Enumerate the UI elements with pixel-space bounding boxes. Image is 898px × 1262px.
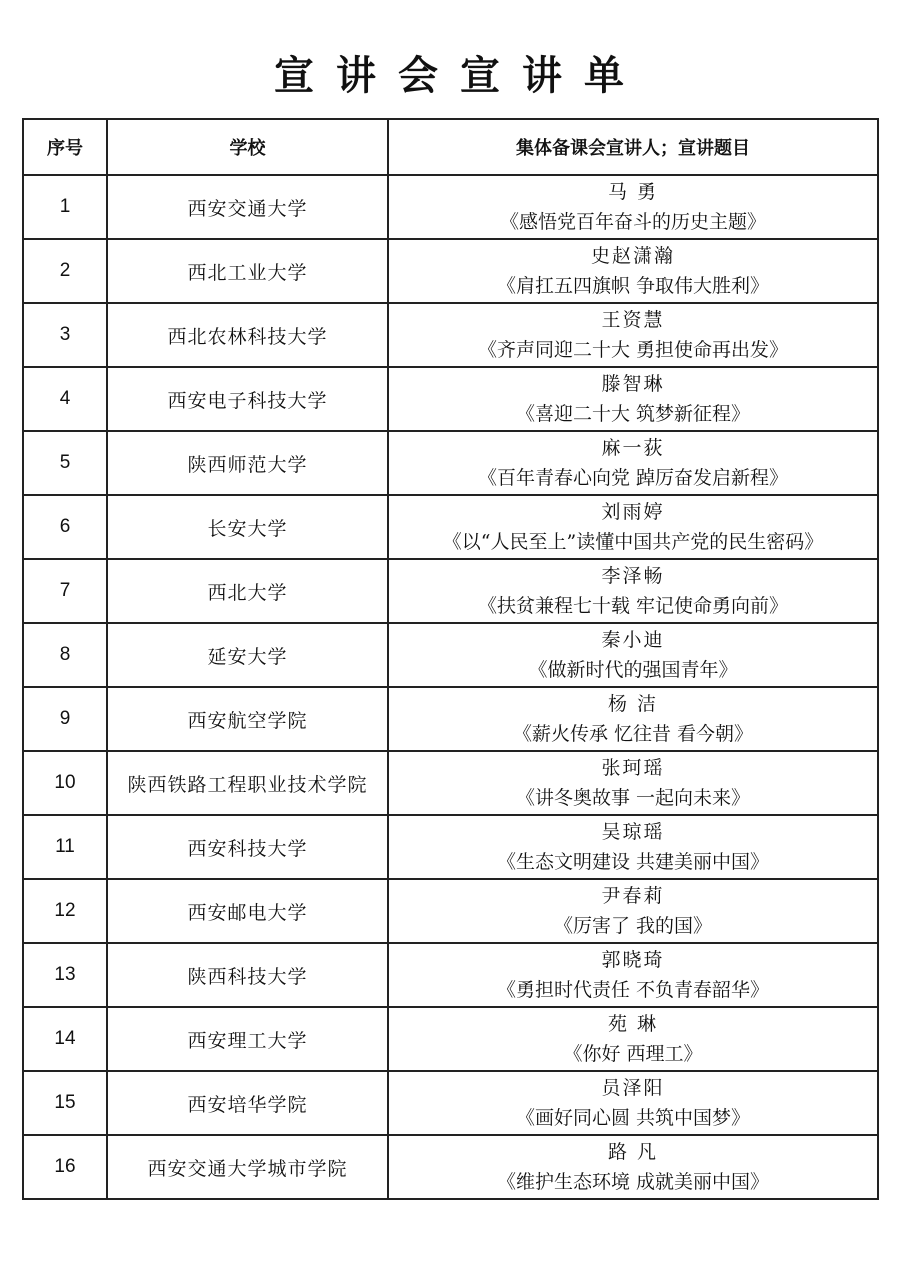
speaker-topic-cell: [388, 815, 878, 879]
table-row: [23, 1007, 878, 1071]
speaker-name: 李泽畅: [601, 565, 665, 587]
row-index: 12: [23, 879, 107, 943]
school-name: 西安航空学院: [107, 687, 388, 751]
speaker-name: 杨 洁: [607, 693, 659, 715]
speaker-name: 路 凡: [607, 1141, 659, 1163]
table-row: [23, 687, 878, 751]
speaker-name: 滕智琳: [601, 373, 665, 395]
table-row: [23, 1071, 878, 1135]
lecture-topic: 《薪火传承 忆往昔 看今朝》: [512, 723, 754, 745]
lecture-topic: 《以“人民至上”读懂中国共产党的民生密码》: [442, 531, 824, 553]
table-row: [23, 1135, 878, 1199]
speaker-name: 马 勇: [607, 181, 659, 203]
lecture-topic: 《齐声同迎二十大 勇担使命再出发》: [477, 339, 789, 361]
school-name: 陕西师范大学: [107, 431, 388, 495]
table-row: [23, 367, 878, 431]
speaker-name: 王资慧: [601, 309, 665, 331]
lecture-topic: 《勇担时代责任 不负青春韶华》: [496, 979, 770, 1001]
speaker-name: 员泽阳: [601, 1077, 665, 1099]
school-name: 西安交通大学城市学院: [107, 1135, 388, 1199]
lecture-topic: 《厉害了 我的国》: [553, 915, 713, 937]
page-title: 宣讲会宣讲单: [274, 53, 646, 99]
speaker-name: 张珂瑶: [601, 757, 665, 779]
row-index: 9: [23, 687, 107, 751]
row-index: 16: [23, 1135, 107, 1199]
speaker-topic-cell: [388, 751, 878, 815]
school-name: 西安电子科技大学: [107, 367, 388, 431]
row-index: 8: [23, 623, 107, 687]
school-name: 西北大学: [107, 559, 388, 623]
column-header-school: 学校: [107, 119, 388, 175]
speaker-topic-cell: [388, 623, 878, 687]
lecture-topic: 《百年青春心向党 踔厉奋发启新程》: [477, 467, 789, 489]
row-index: 14: [23, 1007, 107, 1071]
speaker-name: 吴琼瑶: [601, 821, 665, 843]
lecture-topic: 《肩扛五四旗帜 争取伟大胜利》: [496, 275, 770, 297]
row-index: 13: [23, 943, 107, 1007]
school-name: 陕西铁路工程职业技术学院: [107, 751, 388, 815]
school-name: 陕西科技大学: [107, 943, 388, 1007]
row-index: 2: [23, 239, 107, 303]
table-header-row: [23, 119, 878, 175]
school-name: 延安大学: [107, 623, 388, 687]
lecture-topic: 《维护生态环境 成就美丽中国》: [496, 1171, 770, 1193]
school-name: 西安交通大学: [107, 175, 388, 239]
table-row: [23, 495, 878, 559]
lecture-topic: 《讲冬奥故事 一起向未来》: [515, 787, 751, 809]
speaker-topic-cell: [388, 367, 878, 431]
table-row: [23, 623, 878, 687]
lecture-topic: 《画好同心圆 共筑中国梦》: [515, 1107, 751, 1129]
table-row: [23, 239, 878, 303]
speaker-name: 史赵潇瀚: [590, 245, 675, 267]
speaker-topic-cell: [388, 239, 878, 303]
speaker-topic-cell: [388, 431, 878, 495]
school-name: 西安邮电大学: [107, 879, 388, 943]
speaker-topic-cell: [388, 1071, 878, 1135]
table-row: [23, 943, 878, 1007]
school-name: 长安大学: [107, 495, 388, 559]
table-row: [23, 175, 878, 239]
table-row: [23, 303, 878, 367]
row-index: 6: [23, 495, 107, 559]
school-name: 西安培华学院: [107, 1071, 388, 1135]
lecture-topic: 《感悟党百年奋斗的历史主题》: [499, 211, 766, 233]
speaker-name: 刘雨婷: [601, 501, 665, 523]
row-index: 11: [23, 815, 107, 879]
row-index: 15: [23, 1071, 107, 1135]
school-name: 西北农林科技大学: [107, 303, 388, 367]
table-row: [23, 815, 878, 879]
speaker-name: 麻一荻: [601, 437, 665, 459]
table-row: [23, 431, 878, 495]
table-body: [23, 175, 878, 1199]
row-index: 3: [23, 303, 107, 367]
row-index: 7: [23, 559, 107, 623]
school-name: 西安理工大学: [107, 1007, 388, 1071]
table-row: [23, 559, 878, 623]
speaker-name: 苑 琳: [607, 1013, 659, 1035]
lecture-topic: 《你好 西理工》: [563, 1043, 703, 1065]
school-name: 西安科技大学: [107, 815, 388, 879]
speaker-name: 秦小迪: [601, 629, 665, 651]
row-index: 4: [23, 367, 107, 431]
row-index: 1: [23, 175, 107, 239]
speaker-topic-cell: [388, 943, 878, 1007]
column-header-speaker-topic: 集体备课会宣讲人；宣讲题目: [388, 119, 878, 175]
speaker-topic-cell: [388, 879, 878, 943]
speaker-roster-table: [22, 118, 879, 1200]
speaker-topic-cell: [388, 559, 878, 623]
row-index: 5: [23, 431, 107, 495]
speaker-topic-cell: [388, 303, 878, 367]
table-row: [23, 879, 878, 943]
lecture-topic: 《生态文明建设 共建美丽中国》: [496, 851, 770, 873]
speaker-name: 尹春莉: [601, 885, 665, 907]
speaker-topic-cell: [388, 687, 878, 751]
lecture-topic: 《喜迎二十大 筑梦新征程》: [515, 403, 751, 425]
row-index: 10: [23, 751, 107, 815]
school-name: 西北工业大学: [107, 239, 388, 303]
speaker-topic-cell: [388, 175, 878, 239]
speaker-topic-cell: [388, 1135, 878, 1199]
speaker-topic-cell: [388, 495, 878, 559]
lecture-topic: 《扶贫兼程七十载 牢记使命勇向前》: [477, 595, 789, 617]
speaker-topic-cell: [388, 1007, 878, 1071]
speaker-name: 郭晓琦: [601, 949, 665, 971]
lecture-topic: 《做新时代的强国青年》: [528, 659, 738, 681]
column-header-index: 序号: [23, 119, 107, 175]
table-row: [23, 751, 878, 815]
